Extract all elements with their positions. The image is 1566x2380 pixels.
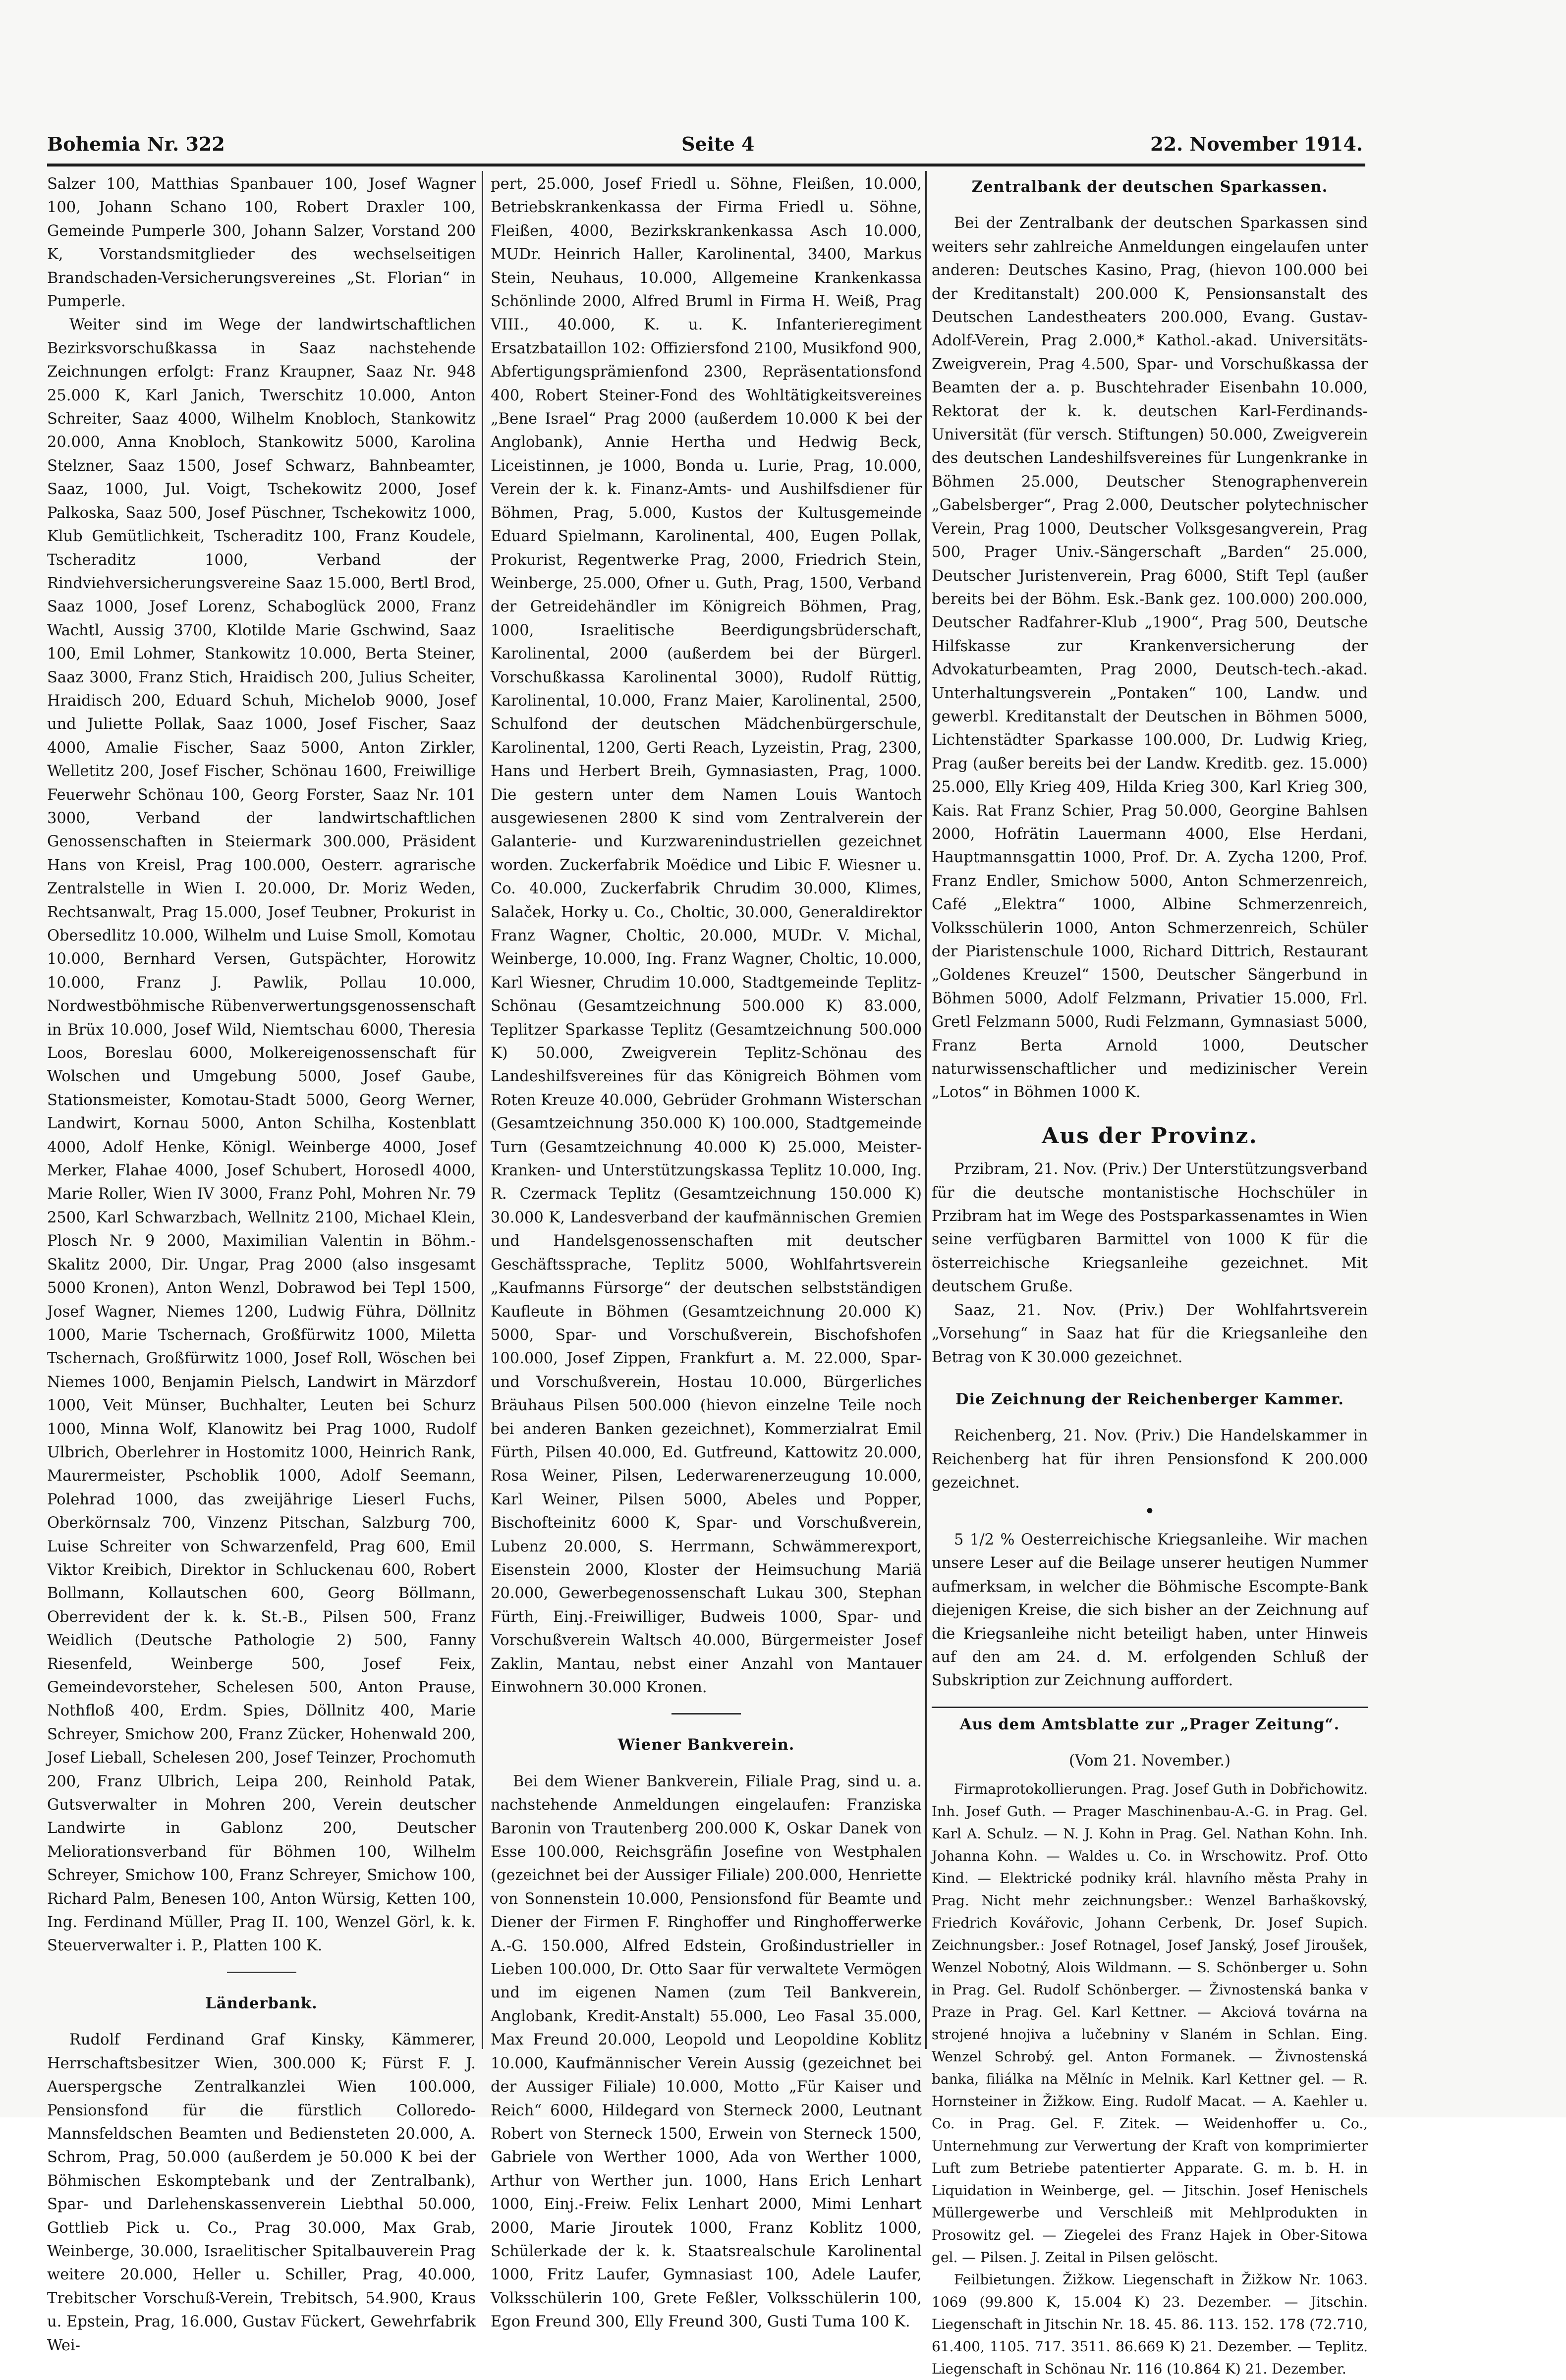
section-rule <box>227 1972 296 1973</box>
section-title-reichenberger-kammer: Die Zeichnung der Reichenberger Kammer. <box>955 1390 1344 1408</box>
amtsblatt-date: (Vom 21. November.) <box>1069 1752 1230 1770</box>
column-divider-1 <box>482 171 483 2049</box>
col2-paragraph-1: pert, 25.000, Josef Friedl u. Söhne, Fleißen, 10.000, Betriebskrankenkassa der Firma Friedl u. Söhne, Fleißen, 4000, Bezirkskrankenkassa Asch 10.000, MUDr. Heinrich Haller, Karolinental, 3400, Markus Stein, Neuhaus, 10.000, Allgemeine Krankenkassa Schönlinde 2000, Alfred Bruml in Firma H. Weiß, Prag VIII., 40.000, K. u. K. Infanterieregiment Ersatzbataillon 102: Offiziersfond 2100, Musikfond 900, Abfertigungsprämienfond 2300, Repräsentationsfond 400, Robert Steiner-Fond des Wohltätigkeitsvereines „Bene Israel“ Prag 2000 (außerdem 10.000 K bei der Anglobank), Annie Hertha und Hedwig Beck, Liceistinnen, je 1000, Bonda u. Lurie, Prag, 10.000, Verein der k. k. Finanz-Amts- und Aushilfsdiener für Böhmen, Prag, 5.000, Kustos der Kultusgemeinde Eduard Spielmann, Karolinental, 400, Eugen Pollak, Prokurist, Regentwerke Prag, 2000, Friedrich Stein, Weinberge, 25.000, Ofner u. Guth, Prag, 1500, Verband der Getreidehändler im Königreich Böhmen, Prag, 1000, Israelitische Beerdigungsbrüderschaft, Karolinental, 2000 (außerdem bei der Bürgerl. Vorschußkassa Karolinental 3000), Rudolf Rüttig, Karolinental, 10.000, Franz Maier, Karolinental, 2500, Schulfond der deutschen Mädchenbürgerschule, Karolinental, 1200, Gerti Reach, Lyzeistin, Prag, 2300, Hans und Herbert Breih, Gymnasiasten, Prag, 1000. Die gestern unter dem Namen Louis Wantoch ausgewiesenen 2800 K sind vom Zentralverein der Galanterie- und Kurzwarenindustriellen gezeichnet worden. Zuckerfabrik Moëdice und Libic F. Wiesner u. Co. 40.000, Zuckerfabrik Chrudim 30.000, Klimes, Salaček, Horky u. Co., Choltic, 30.000, Generaldirektor Franz Wagner, Choltic, 20.000, MUDr. V. Michal, Weinberge, 10.000, Ing. Franz Wagner, Choltic, 10.000, Karl Wiesner, Chrudim 10.000, Stadtgemeinde Teplitz-Schönau (Gesamtzeichnung 500.000 K) 83.000, Teplitzer Sparkasse Teplitz (Gesamtzeichnung 500.000 K) 50.000, Zweigverein Teplitz-Schönau des Landeshilfsvereines für das Königreich Böhmen vom Roten Kreuze 40.000, Gebrüder Grohmann Wisterschan (Gesamtzeichnung 350.000 K) 100.000, Stadtgemeinde Turn (Gesamtzeichnung 40.000 K) 25.000, Meister-Kranken- und Unterstützungskassa Teplitz 10.000, Ing. R. Czermack Teplitz (Gesamtzeichnung 150.000 K) 30.000 K, Landesverband der kaufmännischen Gremien und Handelsgenossenschaften mit deutscher Geschäftssprache, Teplitz 5000, Wohlfahrtsverein „Kaufmanns Fürsorge“ der deutschen selbstständigen Kaufleute in Böhmen (Gesamtzeichnung 20.000 K) 5000, Spar- und Vorschußverein, Bischofshofen 100.000, Josef Zippen, Frankfurt a. M. 22.000, Spar- und Vorschußverein, Hostau 10.000, Bürgerliches Bräuhaus Pilsen 500.000 (hievon einzelne Teile noch bei anderen Banken gezeichnet), Kommerzialrat Emil Fürth, Pilsen 40.000, Ed. Gutfreund, Kattowitz 20.000, Rosa Weiner, Pilsen, Lederwarenerzeugung 10.000, Karl Weiner, Pilsen 5000, Abeles und Popper, Bischofteinitz 6000 K, Spar- und Vorschußverein, Lubenz 20.000, S. Herrmann, Schwämmerexport, Eisenstein 2000, Kloster der Heimsuchung Mariä 20.000, Gewerbegenossenschaft Lukau 300, Stephan Fürth, Einj.-Freiwilliger, Budweis 1000, Spar- und Vorschußverein Waltsch 40.000, Bürgermeister Josef Zaklin, Mantau, nebst einer Anzahl von Mantauer Einwohnern 30.000 Kronen. <box>491 175 922 1696</box>
column-1 <box>47 172 476 2354</box>
column-2 <box>491 172 922 2331</box>
col2-paragraph-2: Bei dem Wiener Bankverein, Filiale Prag, sind u. a. nachstehende Anmeldungen eingelaufen: Franziska Baronin von Trautenberg 200.000 K, Oskar Danek von Esse 100.000, Reichsgräfin Josefine von Westphalen (gezeichnet bei der Aussiger Filiale) 200.000, Henriette von Sonnenstein 10.000, Pensionsfond für Beamte und Diener der Firmen F. Ringhoffer und Ringhofferwerke A.-G. 150.000, Alfred Edstein, Großindustrieller in Lieben 100.000, Dr. Otto Saar für verwaltete Vermögen und im eigenen Namen (zum Teil Bankverein, Anglobank, Kredit-Anstalt) 55.000, Leo Fasal 35.000, Max Freund 20.000, Leopold und Leopoldine Koblitz 10.000, Kaufmännischer Verein Aussig (gezeichnet bei der Aussiger Filiale) 10.000, Motto „Für Kaiser und Reich“ 6000, Hildegard von Sterneck 2000, Leutnant Robert von Sterneck 1500, Erwein von Sterneck 1500, Gabriele von Werther 1000, Ada von Werther 1000, Arthur von Werther jun. 1000, Hans Erich Lenhart 1000, Einj.-Freiw. Felix Lenhart 2000, Mimi Lenhart 2000, Marie Jiroutek 1000, Franz Koblitz 1000, Schülerkade der k. k. Staatsrealschule Karolinental 1000, Fritz Laufer, Gymnasiast 100, Adele Laufer, Volksschülerin 100, Grete Feßler, Volksschülerin 100, Egon Freund 300, Elly Freund 300, Gusti Tuma 100 K. <box>491 1772 922 2331</box>
col3-paragraph-1: Bei der Zentralbank der deutschen Sparkassen sind weiters sehr zahlreiche Anmeldungen eingelaufen unter anderen: Deutsches Kasino, Prag, (hievon 100.000 bei der Kreditanstalt) 200.000 K, Pensionsanstalt des Deutschen Landestheaters 200.000, Evang. Gustav-Adolf-Verein, Prag 2.000,* Kathol.-akad. Universitäts-Zweigverein, Prag 4.500, Spar- und Vorschußkassa der Beamten der a. p. Buschtehrader Eisenbahn 10.000, Rektorat der k. k. deutschen Karl-Ferdinands-Universität (für versch. Stiftungen) 50.000, Zweigverein des deutschen Landeshilfsvereines für Lungenkranke in Böhmen 25.000, Deutscher Stenographenverein „Gabelsberger“, Prag 2.000, Deutscher polytechnischer Verein, Prag 1000, Deutscher Volksgesangverein, Prag 500, Prager Univ.-Sängerschaft „Barden“ 25.000, Deutscher Juristenverein, Prag 6000, Stift Tepl (außer bereits bei der Böhm. Esk.-Bank gez. 100.000) 200.000, Deutscher Radfahrer-Klub „1900“, Prag 500, Deutsche Hilfskasse zur Krankenversicherung der Advokaturbeamten, Prag 2000, Deutsch-tech.-akad. Unterhaltungsverein „Pontaken“ 100, Landw. und gewerbl. Kreditanstalt der Deutschen in Böhmen 5000, Lichtenstädter Sparkasse 100.000, Dr. Ludwig Krieg, Prag (außer bereits bei der Landw. Kreditb. gez. 15.000) 25.000, Elly Krieg 409, Hilda Krieg 300, Karl Krieg 300, Kais. Rat Franz Schier, Prag 50.000, Georgine Bahlsen 2000, Hofrätin Lauermann 4000, Else Herdani, Hauptmannsgattin 1000, Prof. Dr. A. Zycha 1200, Prof. Franz Endler, Smichow 5000, Anton Schmerzenreich, Café „Elektra“ 1000, Albine Schmerzenreich, Volksschülerin 1000, Anton Schmerzenreich, Schüler der Piaristenschule 1000, Richard Dittrich, Restaurant „Goldenes Kreuzel“ 1500, Deutscher Sängerbund in Böhmen 5000, Adolf Felzmann, Privatier 15.000, Frl. Gretl Felzmann 5000, Rudi Felzmann, Gymnasiast 5000, Franz Berta Arnold 1000, Deutscher naturwissenschaftlicher und medizinischer Verein „Lotos“ in Böhmen 1000 K. <box>932 215 1368 1102</box>
col3-paragraph-6: Firmaprotokollierungen. Prag. Josef Guth in Dobřichowitz. Inh. Josef Guth. — Prager Maschinenbau-A.-G. in Prag. Gel. Karl A. Schulz. — N. J. Kohn in Prag. Gel. Nathan Kohn. Inh. Johanna Kohn. — Waldes u. Co. in Wrschowitz. Prof. Otto Kind. — Elektrické podniky král. hlavního města Prahy in Prag. Nicht mehr zeichnungsber.: Wenzel Barhaškovský, Friedrich Kovářovic, Johann Cerbenk, Dr. Josef Supich. Zeichnungsber.: Josef Rotnagel, Josef Janský, Josef Jiroušek, Wenzel Nobotný, Alois Wildmann. — S. Schönberger u. Sohn in Prag. Gel. Rudolf Schönberger. — Živnostenská banka v Praze in Prag. Gel. Karl Kettner. — Akciová továrna na strojené hnojiva a lučebniny v Slaném in Schlan. Eing. Wenzel Schrobý. gel. Anton Formanek. — Živnostenská banka, filiálka na Mělníc in Melnik. Karl Kettner gel. — R. Hornsteiner in Žižkow. Eing. Rudolf Macat. — A. Kaehler u. Co. in Prag. Gel. F. Zitek. — Weidenhoffer u. Co., Unternehmung zur Verwertung der Kraft von komprimierter Luft zum Betriebe patentierter Apparate. G. m. b. H. in Liquidation in Weinberge, gel. — Jitschin. Josef Henischels Müllergewerbe und Verschleiß mit Mehlprodukten in Prosowitz gel. — Ziegelei des Franz Hajek in Ober-Sitowa gel. — Pilsen. J. Zeital in Pilsen gelöscht. <box>932 1780 1368 2266</box>
header-rule <box>47 164 1365 166</box>
section-title-amtsblatt: Aus dem Amtsblatte zur „Prager Zeitung“. <box>959 1715 1340 1733</box>
header-page-number: Seite 4 <box>681 133 755 155</box>
col3-paragraph-5: 5 1/2 % Oesterreichische Kriegsanleihe. Wir machen unsere Leser auf die Beilage unserer heutigen Nummer aufmerksam, in welcher die Böhmische Escompte-Bank diejenigen Kreise, die sich bisher an der Zeichnung auf die Kriegsanleihe nicht beteiligt haben, unter Hinweis auf den am 24. d. M. erfolgenden Schluß der Subskription zur Zeichnung auffordert. <box>932 1531 1368 1690</box>
col3-paragraph-3: Saaz, 21. Nov. (Priv.) Der Wohlfahrtsverein „Vorsehung“ in Saaz hat für die Kriegsanleihe den Betrag von K 30.000 gezeichnet. <box>932 1301 1368 1366</box>
col1-paragraph-2: Weiter sind im Wege der landwirtschaftlichen Bezirksvorschußkassa in Saaz nachstehende Zeichnungen erfolgt: Franz Kraupner, Saaz Nr. 948 25.000 K, Karl Janich, Twerschitz 10.000, Anton Schreiter, Saaz 4000, Wilhelm Knobloch, Stankowitz 20.000, Anna Knobloch, Stankowitz 5000, Karolina Stelzner, Saaz 1500, Josef Schwarz, Bahnbeamter, Saaz, 1000, Jul. Voigt, Tschekowitz 2000, Josef Palkoska, Saaz 500, Josef Püschner, Tschekowitz 1000, Klub Gemütlichkeit, Tscheraditz 100, Franz Koudele, Tscheraditz 1000, Verband der Rindviehversicherungsvereine Saaz 15.000, Bertl Brod, Saaz 1000, Josef Lorenz, Schaboglück 2000, Franz Wachtl, Aussig 3700, Klotilde Marie Gschwind, Saaz 100, Emil Lohmer, Stankowitz 10.000, Berta Steiner, Saaz 3000, Franz Stich, Hraidisch 200, Julius Scheiter, Hraidisch 200, Eduard Schuh, Michelob 9000, Josef und Juliette Pollak, Saaz 1000, Josef Fischer, Saaz 4000, Amalie Fischer, Saaz 5000, Anton Zirkler, Welletitz 200, Josef Fischer, Schönau 1600, Freiwillige Feuerwehr Schönau 100, Georg Forster, Saaz Nr. 101 3000, Verband der landwirtschaftlichen Genossenschaften in Steiermark 300.000, Präsident Hans von Kreisl, Prag 100.000, Oesterr. agrarische Zentralstelle in Wien I. 20.000, Dr. Moriz Weden, Rechtsanwalt, Prag 15.000, Josef Teubner, Prokurist in Obersedlitz 10.000, Wilhelm und Luise Smoll, Komotau 10.000, Bernhard Versen, Gutspächter, Horowitz 10.000, Franz J. Pawlik, Pollau 10.000, Nordwestböhmische Rübenverwertungsgenossenschaft in Brüx 10.000, Josef Wild, Niemtschau 6000, Theresia Loos, Boreslau 6000, Molkereigenossenschaft für Wolschen und Umgebung 5000, Josef Gaube, Stationsmeister, Komotau-Stadt 5000, Georg Werner, Landwirt, Kornau 5000, Anton Schilha, Kostenblatt 4000, Adolf Henke, Königl. Weinberge 4000, Josef Merker, Flahae 4000, Josef Schubert, Horosedl 4000, Marie Roller, Wien IV 3000, Franz Pohl, Mohren Nr. 79 2500, Karl Schwarzbach, Wellnitz 2100, Michael Klein, Plosch Nr. 9 2000, Maximilian Valentin in Böhm.-Skalitz 2000, Dir. Ungar, Prag 2000 (also insgesamt 5000 Kronen), Anton Wenzl, Dobrawod bei Tepl 1500, Josef Wagner, Niemes 1200, Ludwig Führa, Döllnitz 1000, Marie Tschernach, Großfürwitz 1000, Miletta Tschernach, Großfürwitz 1000, Josef Roll, Wöschen bei Niemes 1000, Benjamin Pielsch, Landwirt in Märzdorf 1000, Veit Münser, Buchhalter, Leuten bei Schurz 1000, Minna Wolf, Klanowitz bei Prag 1000, Rudolf Ulbrich, Oberlehrer in Hostomitz 1000, Heinrich Rank, Maurermeister, Pschoblik 1000, Adolf Seemann, Polehrad 1000, das zweijährige Lieserl Fuchs, Oberkörnsalz 700, Vinzenz Pitschan, Salzburg 700, Luise Schreiter von Schwarzenfeld, Prag 600, Emil Viktor Kreibich, Direktor in Schluckenau 600, Robert Bollmann, Kollautschen 600, Georg Böllmann, Oberrevident der k. k. St.-B., Pilsen 500, Franz Weidlich (Deutsche Pathologie 2) 500, Fanny Riesenfeld, Weinberge 500, Josef Feix, Gemeindevorsteher, Schelesen 500, Anton Prause, Nothfloß 400, Erdm. Spies, Döllnitz 400, Marie Schreyer, Smichow 200, Franz Zücker, Hohenwald 200, Josef Lieball, Schelesen 200, Josef Teinzer, Prochomuth 200, Franz Ulbrich, Leipa 200, Reinhold Patak, Gutsverwalter in Mohren 200, Verein deutscher Landwirte in Gablonz 200, Deutscher Meliorationsverband für Böhmen 100, Wilhelm Schreyer, Smichow 100, Franz Schreyer, Smichow 100, Richard Palm, Benesen 100, Anton Würsig, Ketten 100, Ing. Ferdinand Müller, Prag II. 100, Wenzel Görl, k. k. Steuerverwalter i. P., Platten 100 K. <box>47 316 476 1955</box>
header-issue: Bohemia Nr. 322 <box>47 133 225 155</box>
header-date: 22. November 1914. <box>1150 133 1363 155</box>
section-rule <box>932 1707 1368 1708</box>
section-title-zentralbank: Zentralbank der deutschen Sparkassen. <box>971 178 1328 196</box>
section-title-aus-der-provinz: Aus der Provinz. <box>1042 1123 1258 1149</box>
section-title-laenderbank: Länderbank. <box>205 1994 318 2012</box>
col3-paragraph-4: Reichenberg, 21. Nov. (Priv.) Die Handelskammer in Reichenberg hat für ihren Pensionsfond K 200.000 gezeichnet. <box>932 1427 1368 1492</box>
section-title-wiener-bankverein: Wiener Bankverein. <box>617 1736 795 1754</box>
section-rule <box>671 1713 741 1715</box>
column-3 <box>932 172 1368 2377</box>
page-header <box>47 133 1363 163</box>
separator-dot: • <box>1145 1502 1155 1520</box>
col1-paragraph-3: Rudolf Ferdinand Graf Kinsky, Kämmerer, Herrschaftsbesitzer Wien, 300.000 K; Fürst F. J. Auerspergsche Zentralkanzlei Wien 100.000, Pensionsfond für die fürstlich Colloredo-Mannsfeldschen Beamten und Bediensteten 20.000, A. Schrom, Prag, 50.000 (außerdem je 50.000 K bei der Böhmischen Eskomptebank und der Zentralbank), Spar- und Darlehenskassenverein Liebthal 50.000, Gottlieb Pick u. Co., Prag 30.000, Max Grab, Weinberge, 30.000, Israelitischer Spitalbauverein Prag weitere 20.000, Heller u. Schiller, Prag, 40.000, Trebitscher Vorschuß-Verein, Trebitsch, 54.900, Kraus u. Epstein, Prag, 16.000, Gustav Fückert, Gewehrfabrik Wei- <box>47 2031 476 2354</box>
col3-paragraph-7: Feilbietungen. Žižkow. Liegenschaft in Žižkow Nr. 1063. 1069 (99.800 K, 15.004 K) 23. Dezember. — Jitschin. Liegenschaft in Jitschin Nr. 18. 45. 86. 113. 152. 178 (72.710, 61.400, 1105. 717. 3511. 86.669 K) 21. Dezember. — Teplitz. Liegenschaft in Schönau Nr. 116 (10.864 K) 21. Dezember. <box>932 2271 1368 2377</box>
col3-paragraph-2: Przibram, 21. Nov. (Priv.) Der Unterstützungsverband für die deutsche montanistische Hochschüler in Przibram hat im Wege des Postsparkassenamtes in Wien seine verfügbaren Barmittel von 1000 K für die österreichische Kriegsanleihe gezeichnet. Mit deutschem Gruße. <box>932 1161 1368 1296</box>
column-divider-2 <box>925 171 927 2049</box>
col1-paragraph-1: Salzer 100, Matthias Spanbauer 100, Josef Wagner 100, Johann Schano 100, Robert Draxler 100, Gemeinde Pumperle 300, Johann Salzer, Vorstand 200 K, Vorstandsmitglieder des wechselseitigen Brandschaden-Versicherungsvereines „St. Florian“ in Pumperle. <box>47 175 476 311</box>
